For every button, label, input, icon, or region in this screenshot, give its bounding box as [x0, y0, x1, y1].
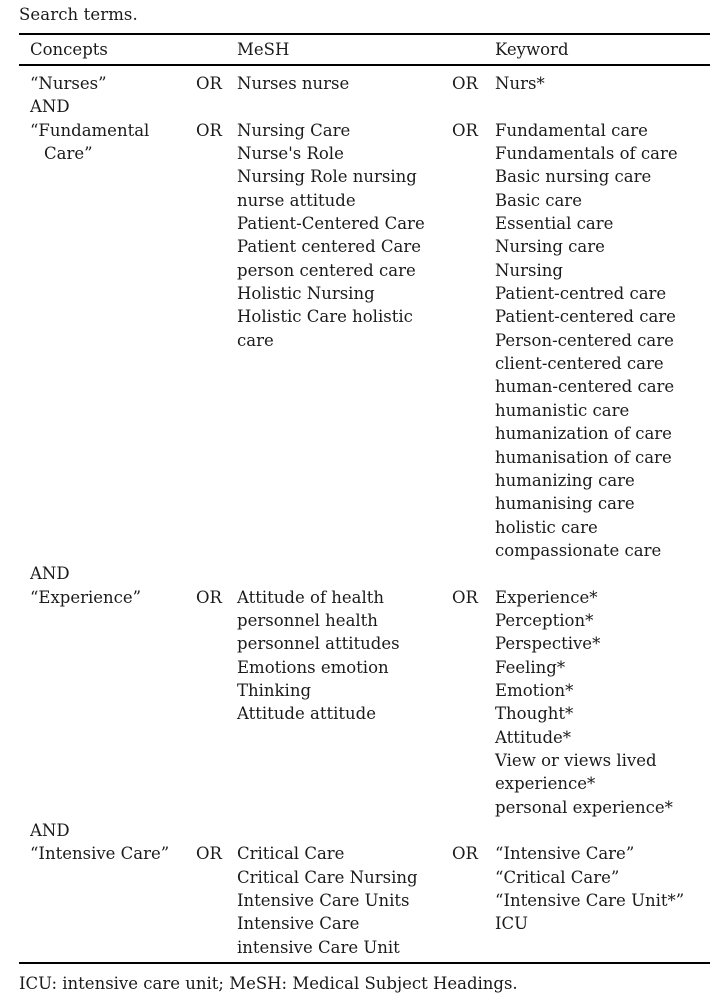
concept-cell: “Experience”	[30, 587, 142, 607]
column-header-concepts: Concepts	[19, 34, 237, 65]
and-separator-row	[19, 562, 710, 585]
group-row-experience	[19, 586, 710, 819]
and-separator-row	[19, 95, 710, 118]
or-operator-cell: OR	[196, 844, 222, 864]
group-row-fundamental-care	[19, 119, 710, 563]
concept-cell: “Intensive Care”	[30, 844, 170, 864]
or-operator-cell: OR	[452, 74, 478, 93]
and-separator-row	[19, 819, 710, 842]
group-row-intensive-care	[19, 842, 710, 963]
column-header-keyword: Keyword	[495, 34, 710, 65]
header-row	[19, 34, 710, 65]
column-header-mesh: MeSH	[237, 34, 495, 65]
table-header	[19, 34, 710, 65]
search-terms-table	[19, 33, 710, 964]
and-operator-cell: AND	[30, 821, 70, 840]
keyword-cell: Nurs*	[495, 74, 545, 93]
or-operator-cell: OR	[452, 844, 478, 864]
mesh-cell: Attitude of health personnel health personnel attitudes Emotions emotion Thinking Attitude attitude	[237, 587, 400, 724]
table-footnote: ICU: intensive care unit; MeSH: Medical Subject Headings.	[19, 974, 518, 994]
mesh-cell: Nursing Care Nurse's Role Nursing Role nursing nurse attitude Patient-Centered Care Patient centered Care person centered care Holistic Nursing Holistic Care holistic care	[237, 120, 425, 350]
or-operator-cell: OR	[196, 587, 222, 607]
keyword-cell: Experience* Perception* Perspective* Feeling* Emotion* Thought* Attitude* View or views lived experience* personal experience*	[495, 587, 673, 817]
or-operator-cell: OR	[196, 74, 222, 93]
and-operator-cell: AND	[30, 97, 70, 117]
or-operator-cell: OR	[196, 120, 222, 140]
or-operator-cell: OR	[452, 120, 478, 140]
concept-cell: “Fundamental Care”	[30, 120, 150, 164]
concept-cell: “Nurses”	[30, 74, 107, 93]
table-title: Search terms.	[19, 5, 138, 24]
keyword-cell: “Intensive Care” “Critical Care” “Intensive Care Unit*” ICU	[495, 844, 685, 934]
mesh-cell: Critical Care Critical Care Nursing Intensive Care Units Intensive Care intensive Care Unit	[237, 844, 418, 957]
and-operator-cell: AND	[30, 564, 70, 584]
or-operator-cell: OR	[452, 587, 478, 607]
mesh-cell: Nurses nurse	[237, 74, 350, 93]
table-body	[19, 65, 710, 963]
group-row-nurses	[19, 65, 710, 95]
keyword-cell: Fundamental care Fundamentals of care Basic nursing care Basic care Essential care Nursing care Nursing Patient-centred care Patient-centered care Person-centered care client-centered care human-centered care humanistic care humanization of care humanisation of care humanizing care humanising care holistic care compassionate care	[495, 120, 678, 560]
